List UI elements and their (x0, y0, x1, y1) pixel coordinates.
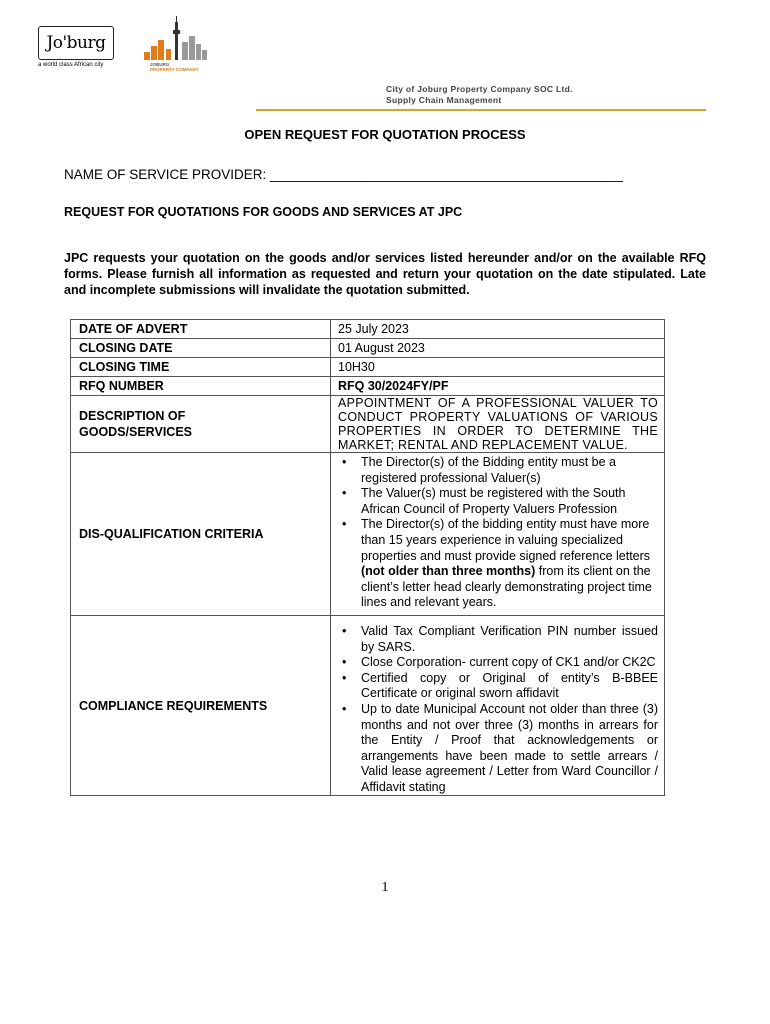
list-item: • Valid Tax Compliant Verification PIN number issued by SARS. (338, 624, 658, 655)
service-provider-field: NAME OF SERVICE PROVIDER: _______________________________________________ (64, 167, 623, 182)
date-of-advert-value: 25 July 2023 (331, 320, 665, 339)
joburg-tagline: a world class African city (38, 62, 104, 68)
table-row (71, 453, 665, 616)
company-name: City of Joburg Property Company SOC Ltd. (386, 84, 573, 94)
rfq-number-value: RFQ 30/2024FY/PF (331, 377, 665, 396)
page-number: 1 (381, 880, 389, 895)
document-title: OPEN REQUEST FOR QUOTATION PROCESS (244, 127, 526, 142)
list-item: • Certified copy or Original of entity’s B-BBEE Certificate or original sworn affidavit (338, 671, 658, 702)
compliance-list (338, 616, 658, 796)
disqualification-list (338, 453, 658, 615)
table-row (71, 320, 665, 339)
closing-date-value: 01 August 2023 (331, 339, 665, 358)
list-item: • The Director(s) of the bidding entity must have more than 15 years experience in valuing specialized properties and must provide signed reference letters (not older than three months) from its client on the client’s letter head clearly demonstrating project time lines and relevant years. (338, 517, 658, 611)
list-item: • The Valuer(s) must be registered with the South African Council of Property Valuers Profession (338, 486, 658, 517)
company-info (386, 84, 573, 106)
department-name: Supply Chain Management (386, 95, 502, 105)
date-of-advert-label: DATE OF ADVERT (71, 320, 331, 339)
table-row (71, 615, 665, 796)
compliance-label: COMPLIANCE REQUIREMENTS (71, 615, 331, 796)
closing-date-label: CLOSING DATE (71, 339, 331, 358)
intro-paragraph: JPC requests your quotation on the goods and/or services listed hereunder and/or on the available RFQ forms. Please furnish all information as requested and return your quotation on the date stipulated. Late and incomplete submissions will invalidate the quotation submitted. (64, 251, 706, 297)
table-row (71, 339, 665, 358)
rfq-heading: REQUEST FOR QUOTATIONS FOR GOODS AND SERVICES AT JPC (64, 205, 463, 219)
table-row (71, 396, 665, 453)
jpc-logo-text: JOBURG PROPERTY COMPANY (150, 62, 199, 72)
rfq-number-label: RFQ NUMBER (71, 377, 331, 396)
list-item: • Close Corporation- current copy of CK1 and/or CK2C (338, 655, 658, 671)
list-item: • Up to date Municipal Account not older than three (3) months and not over three (3) months in arrears for the Entity / Proof that acknowledgements or arrangements have been made to settle arrears / Valid lease agreement / Letter from Ward Councillor / Affidavit stating (338, 702, 658, 796)
closing-time-label: CLOSING TIME (71, 358, 331, 377)
description-value: APPOINTMENT OF A PROFESSIONAL VALUER TO CONDUCT PROPERTY VALUATIONS OF VARIOUS PROPERTIES IN ORDER TO DETERMINE THE MARKET; RENTAL AND REPLACEMENT VALUE. (331, 396, 665, 453)
compliance-list-cell (331, 615, 665, 796)
table-row (71, 358, 665, 377)
list-item: • The Director(s) of the Bidding entity must be a registered professional Valuer(s) (338, 455, 658, 486)
description-label: DESCRIPTION OF GOODS/SERVICES (71, 396, 331, 453)
joburg-logo-mark: Jo'burg (38, 26, 114, 60)
table-row (71, 377, 665, 396)
rfq-details-table (70, 319, 665, 796)
header-divider (256, 109, 706, 111)
closing-time-value: 10H30 (331, 358, 665, 377)
joburg-logo (38, 26, 118, 68)
disqualification-label: DIS-QUALIFICATION CRITERIA (71, 453, 331, 616)
disqualification-list-cell (331, 453, 665, 616)
